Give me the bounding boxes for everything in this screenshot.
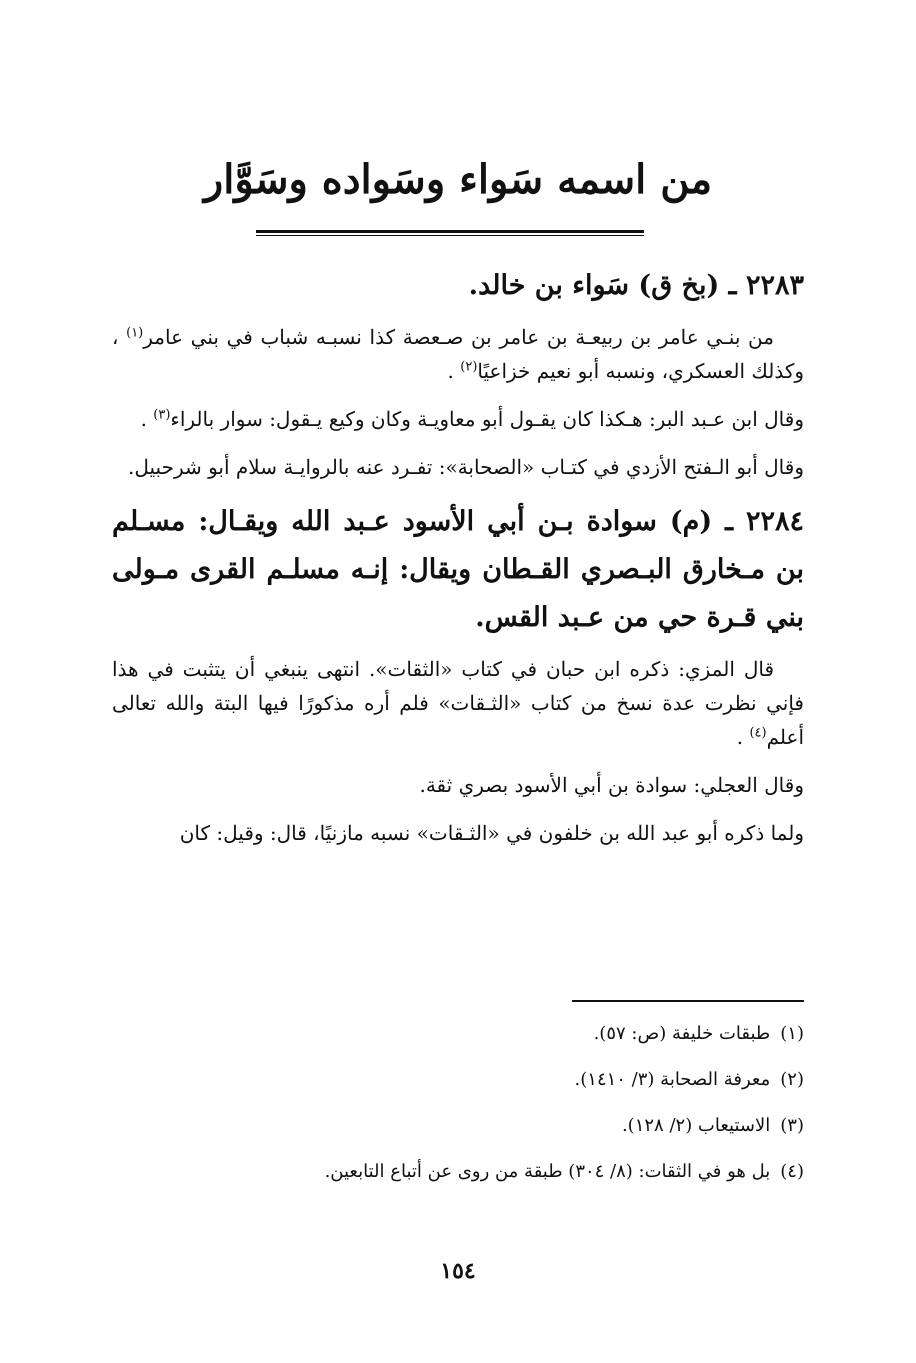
footnote-text: معرفة الصحابة (٣/ ١٤١٠). bbox=[574, 1069, 771, 1090]
footnote-ref-4[interactable]: (٤) bbox=[749, 725, 767, 741]
footnote-number: (٢) bbox=[780, 1069, 804, 1090]
paragraph: قال المزي: ذكره ابن حبان في كتاب «الثقات». انتهى ينبغي أن يتثبت في هذا فإني نظرت عدة نسخ من كتاب «الثـقات» فلم أره مذكورًا فيها البتة والله تعالى أعلم$^{(٤)}$ . bbox=[112, 657, 804, 749]
footnote-ref-1[interactable]: (١) bbox=[126, 325, 144, 341]
footnote-number: (٣) bbox=[780, 1115, 804, 1136]
footnote-text: بل هو في الثقات: (٨/ ٣٠٤) طبقة من روى عن أتباع التابعين. bbox=[324, 1161, 771, 1182]
entry-heading-2283: ٢٢٨٣ ـ (بخ ق) سَواء بن خالد. bbox=[468, 270, 804, 301]
entry-heading-2284: ٢٢٨٤ ـ (م) سوادة بـن أبي الأسود عـبد الله ويقـال: مسـلم بن مـخارق البـصري القـطان ويقال: إنـه مسلـم القرى مـولى بني قـرة حي من عـبد القس. bbox=[112, 506, 804, 633]
footnote-number: (٤) bbox=[780, 1161, 804, 1182]
footnote-item bbox=[112, 1112, 804, 1140]
footnote-ref-2[interactable]: (٢) bbox=[460, 359, 478, 375]
paragraph: وقال ابن عـبد البر: هـكذا كان يقـول أبو معاويـة وكان وكيع يـقول: سوار بالراء$^{(٣)}$ . bbox=[140, 407, 804, 431]
footnote-ref-3[interactable]: (٣) bbox=[153, 407, 171, 423]
paragraph: ولما ذكره أبو عبد الله بن خلفون في «الثـقات» نسبه مازنيًا، قال: وقيل: كان bbox=[179, 821, 804, 845]
footnote-number: (١) bbox=[780, 1023, 804, 1044]
chapter-title: من اسمه سَواء وسَواده وسَوَّار bbox=[203, 156, 713, 203]
footnote-item bbox=[112, 1020, 804, 1048]
footnote-item bbox=[112, 1066, 804, 1094]
paragraph: وقال العجلي: سوادة بن أبي الأسود بصري ثقة. bbox=[419, 773, 804, 797]
footnote-text: طبقات خليفة (ص: ٥٧). bbox=[593, 1023, 771, 1044]
footnotes bbox=[112, 1020, 804, 1204]
main-text bbox=[112, 262, 804, 864]
paragraph: من بنـي عامر بن ربيعـة بن عامر بن صـعصة كذا نسبـه شباب في بني عامر$^{(١)}$ ، وكذلك العسكري، ونسبه أبو نعيم خزاعيًا$^{(٢)}$ . bbox=[112, 325, 804, 383]
footnote-item bbox=[112, 1158, 804, 1186]
title-underline bbox=[256, 230, 644, 236]
page-number: ١٥٤ bbox=[440, 1258, 476, 1284]
footnote-separator bbox=[572, 1000, 804, 1002]
footnote-text: الاستيعاب (٢/ ١٢٨). bbox=[621, 1115, 771, 1136]
paragraph: وقال أبو الـفتح الأزدي في كتـاب «الصحابة»: تفـرد عنه بالروايـة سلام أبو شرحبيل. bbox=[128, 455, 804, 479]
